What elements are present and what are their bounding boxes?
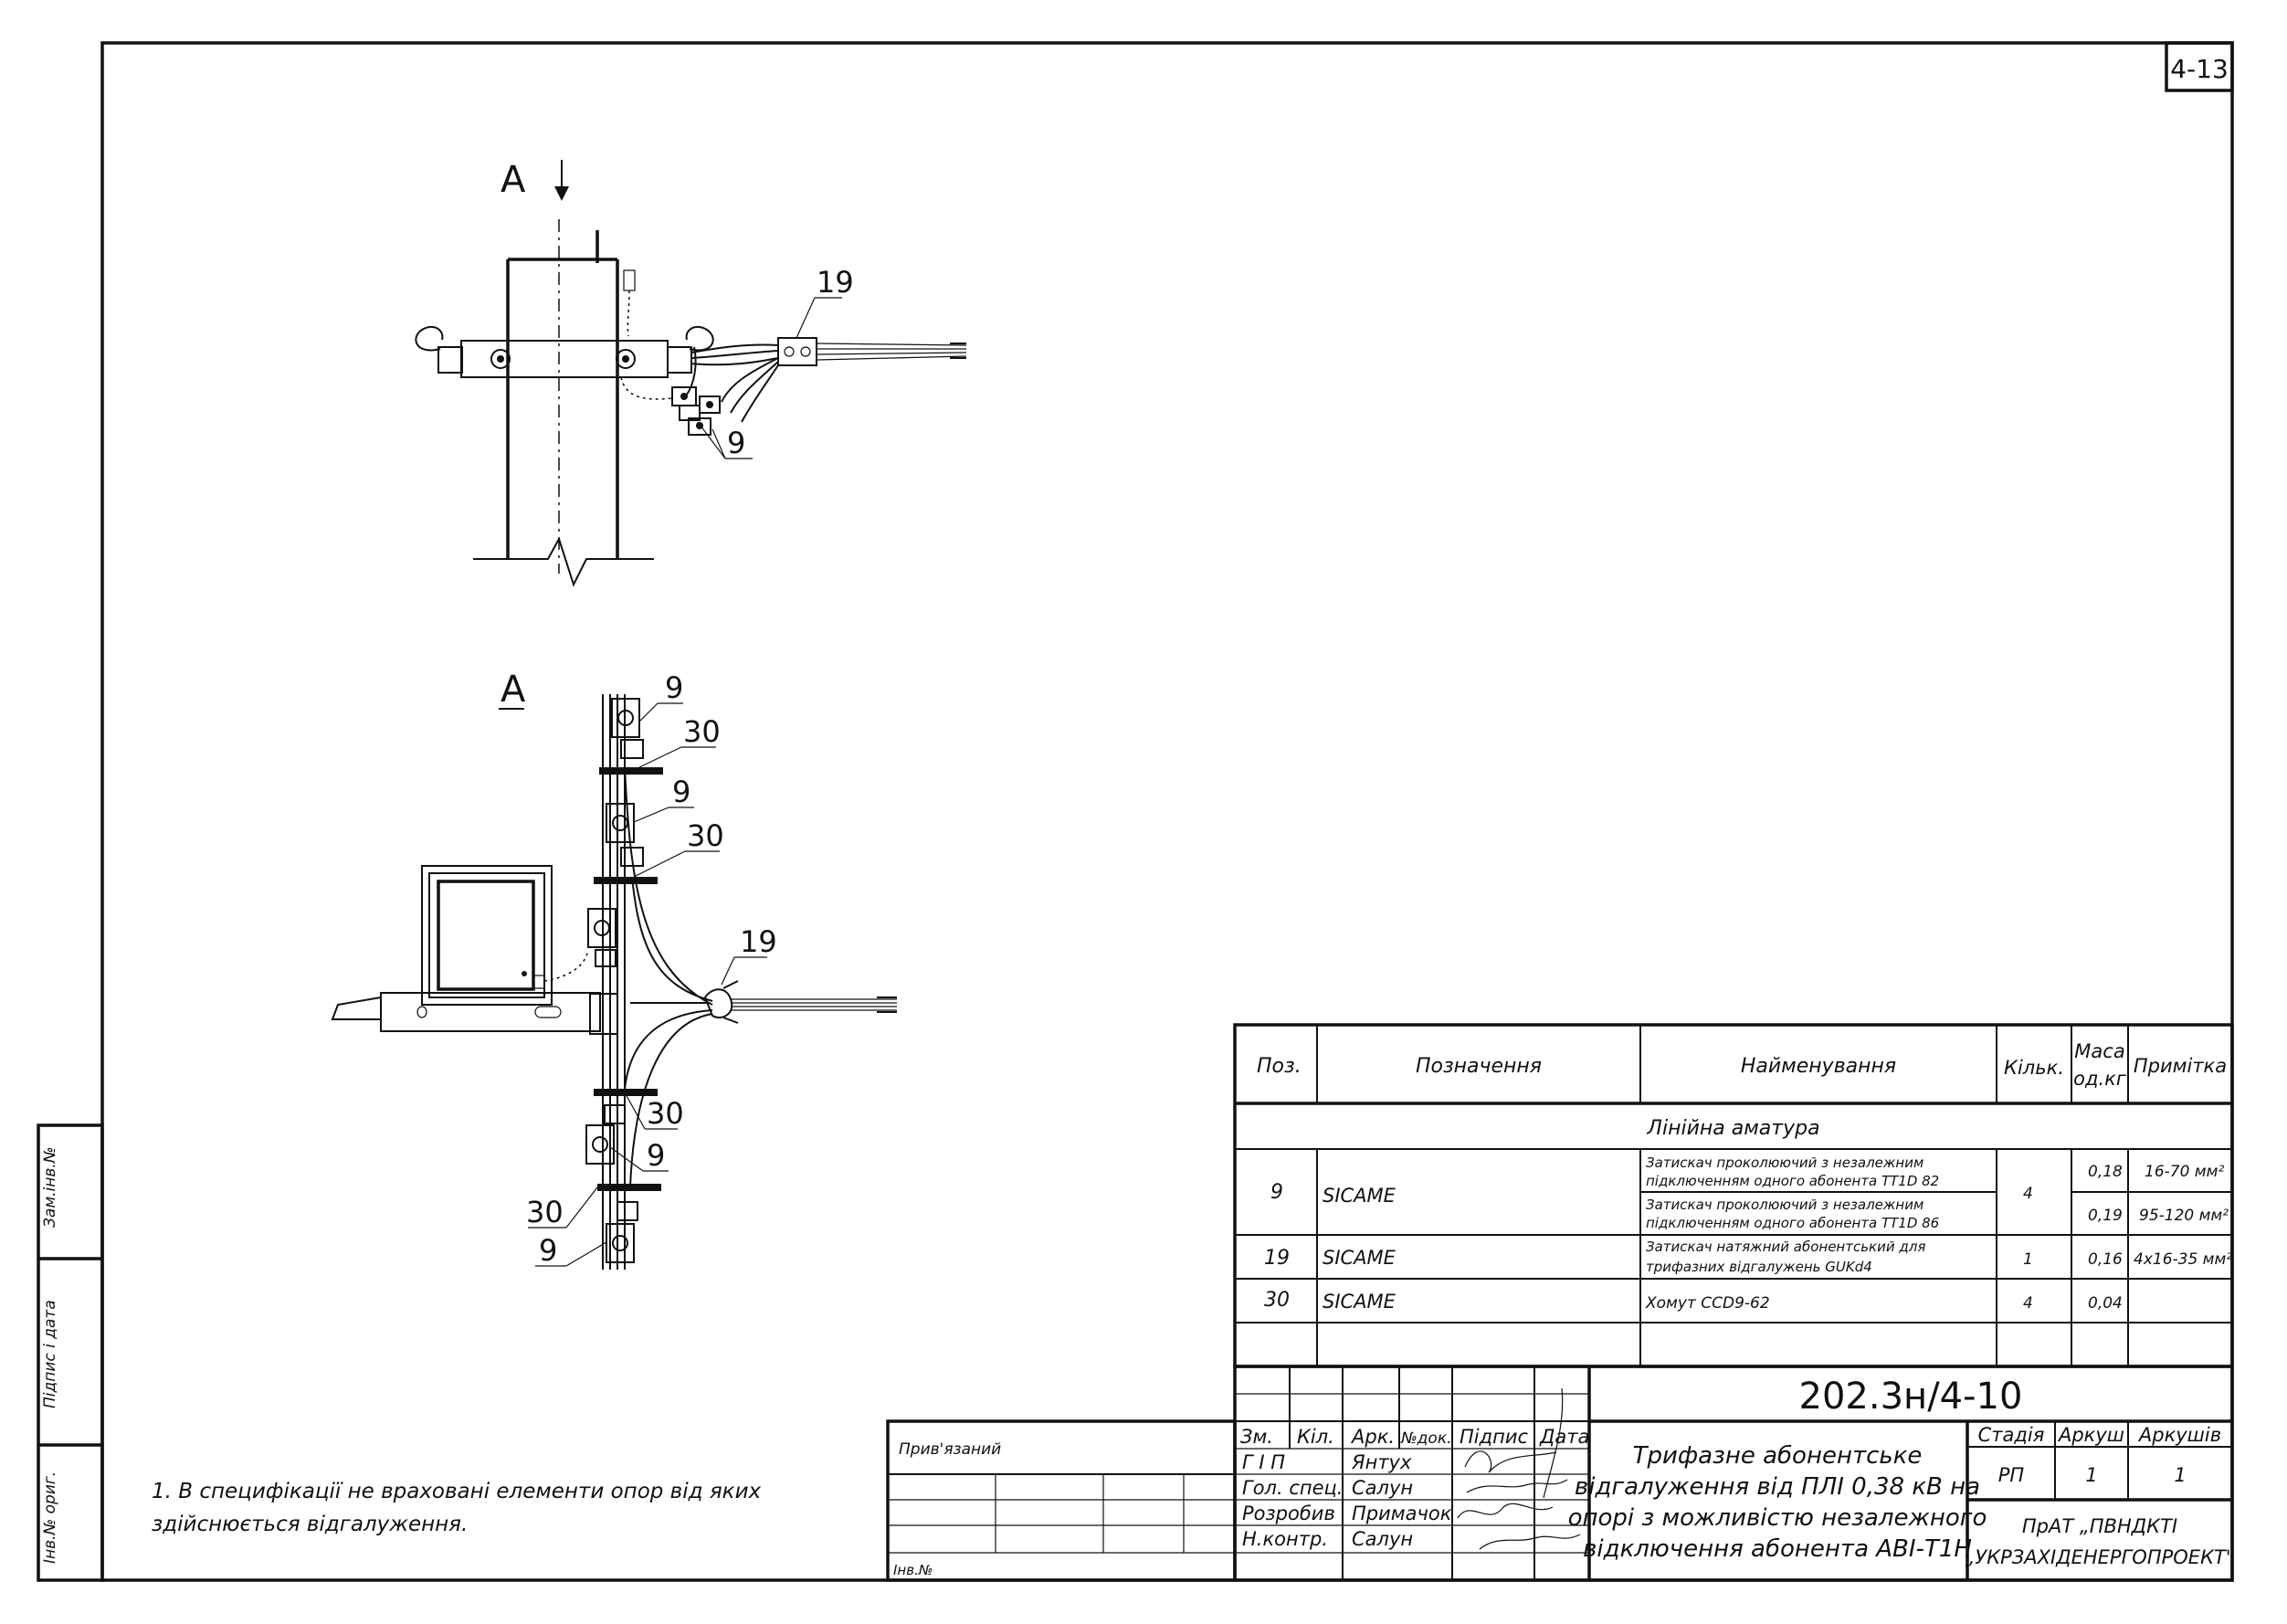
- spec-header-mass-1: Маса: [2074, 1040, 2125, 1062]
- sheet-label: Аркуш: [2058, 1424, 2125, 1446]
- col-ndok: №док.: [1401, 1429, 1452, 1448]
- name-rozrobyv: Примачок: [1352, 1503, 1452, 1524]
- signature-3: [1458, 1503, 1553, 1518]
- spec-header-qty: Кільк.: [2004, 1057, 2064, 1079]
- callout-side-9a: 9: [665, 670, 684, 705]
- callout-side-30d: 30: [526, 1195, 564, 1229]
- stamp-zam-inv: Зам.інв.№: [41, 1146, 59, 1228]
- spec-row-9-name-1: Затискач проколюючий з незалежним: [1646, 1155, 1924, 1171]
- spec-row-19-pos: 19: [1264, 1247, 1290, 1270]
- spec-row-30-qty: 4: [2023, 1294, 2033, 1313]
- spec-row-9-note-1: 16-70 мм²: [2145, 1163, 2225, 1181]
- side-view-label: A: [501, 669, 526, 711]
- sheets-value: 1: [2174, 1464, 2187, 1486]
- callout-side-30a: 30: [683, 714, 721, 749]
- col-zm: Зм.: [1240, 1426, 1273, 1448]
- spec-section: Лінійна аматура: [1647, 1117, 1820, 1140]
- signature-4: [1480, 1534, 1580, 1549]
- specification-table: [1235, 1025, 2232, 1366]
- role-gip: Г І П: [1242, 1451, 1286, 1473]
- title-block: [1235, 1366, 2234, 1580]
- callout-side-9c: 9: [647, 1138, 666, 1173]
- title-line-1: Трифазне абонентське: [1632, 1442, 1923, 1470]
- signature-2: [1467, 1480, 1567, 1492]
- company-line-2: „УКРЗАХІДЕНЕРГОПРОЕКТ": [1965, 1546, 2235, 1568]
- sheet-number: 4-13: [2170, 54, 2229, 84]
- spec-header-designation: Позначення: [1415, 1055, 1543, 1078]
- callout-side-9b: 9: [672, 775, 691, 809]
- spec-header-mass-2: од.кг: [2073, 1068, 2126, 1090]
- sheets-label: Аркушів: [2138, 1424, 2222, 1446]
- title-line-4: відключення абонента АВІ-Т1Н: [1583, 1535, 1972, 1563]
- side-stamps: [38, 1125, 102, 1580]
- spec-row-9-name2-2: підключенням одного абонента ТТ1D 86: [1646, 1215, 1940, 1231]
- spec-row-9-note-2: 95-120 мм²: [2139, 1207, 2229, 1225]
- spec-row-30-mass: 0,04: [2088, 1294, 2123, 1313]
- sheet-value: 1: [2085, 1464, 2098, 1486]
- name-gol-spec: Салун: [1352, 1477, 1414, 1499]
- callout-side-9d: 9: [539, 1233, 558, 1268]
- drawing-frame: [102, 43, 2232, 1580]
- stage-value: РП: [1997, 1464, 2025, 1486]
- role-n-kontr: Н.контр.: [1242, 1528, 1328, 1550]
- spec-row-30-designation: SICAME: [1323, 1291, 1396, 1313]
- top-view-label: A: [501, 159, 526, 201]
- spec-header-name: Найменування: [1740, 1055, 1897, 1078]
- role-gol-spec: Гол. спец.: [1242, 1477, 1344, 1499]
- spec-row-19-qty: 1: [2023, 1250, 2033, 1269]
- spec-row-19-note: 4х16-35 мм²: [2134, 1250, 2233, 1269]
- top-view: [416, 159, 966, 585]
- attached-inv: Інв.№: [893, 1562, 933, 1578]
- stamp-inv-orig: Інв.№ ориг.: [41, 1471, 59, 1564]
- title-line-3: опорі з можливістю незалежного: [1567, 1504, 1987, 1532]
- name-gip: Янтух: [1352, 1451, 1412, 1473]
- callout-side-30c: 30: [647, 1096, 684, 1131]
- callout-top-19: 19: [817, 265, 854, 300]
- spec-header-note: Примітка: [2133, 1055, 2228, 1077]
- spec-row-9-mass-2: 0,19: [2088, 1207, 2123, 1225]
- callout-side-19: 19: [740, 924, 777, 959]
- attached-block: [888, 1421, 1235, 1580]
- spec-row-19-mass: 0,16: [2088, 1250, 2123, 1269]
- spec-header-pos: Поз.: [1257, 1055, 1302, 1078]
- title-line-2: відгалуження від ПЛІ 0,38 кВ на: [1574, 1473, 1981, 1501]
- note-line-2: здійснюється відгалуження.: [152, 1513, 469, 1536]
- note: [152, 1480, 762, 1536]
- stamp-pidpys-data: Підпис і дата: [41, 1300, 59, 1408]
- spec-row-30-pos: 30: [1264, 1289, 1290, 1312]
- spec-row-9-name2-1: Затискач проколюючий з незалежним: [1646, 1197, 1924, 1213]
- spec-row-9-name-2: підключенням одного абонента ТТ1D 82: [1646, 1173, 1940, 1189]
- signature-1: [1465, 1451, 1556, 1472]
- spec-row-19-name-1: Затискач натяжний абонентський для: [1646, 1239, 1926, 1255]
- sheet-number-box: [2166, 43, 2232, 90]
- name-n-kontr: Салун: [1352, 1528, 1414, 1550]
- col-pidpys: Підпис: [1460, 1426, 1529, 1448]
- col-ark: Арк.: [1352, 1426, 1396, 1448]
- spec-row-19-name-2: трифазних відгалужень GUKd4: [1646, 1259, 1872, 1275]
- role-rozrobyv: Розробив: [1242, 1503, 1335, 1524]
- doc-code: 202.3н/4-10: [1798, 1376, 2023, 1418]
- spec-row-19-designation: SICAME: [1323, 1247, 1396, 1269]
- stage-label: Стадія: [1977, 1424, 2045, 1446]
- callout-top-9: 9: [727, 426, 746, 460]
- spec-row-30-name: Хомут CCD9-62: [1646, 1294, 1770, 1313]
- attached-label: Прив'язаний: [899, 1440, 1002, 1459]
- note-line-1: 1. В специфікації не враховані елементи опор від яких: [152, 1480, 762, 1503]
- spec-row-9-qty: 4: [2023, 1185, 2033, 1203]
- spec-row-9-pos: 9: [1270, 1181, 1283, 1204]
- spec-row-9-mass-1: 0,18: [2088, 1163, 2123, 1181]
- spec-row-9-designation: SICAME: [1323, 1185, 1396, 1207]
- company-line-1: ПрАТ „ПВНДКТІ: [2021, 1515, 2178, 1537]
- col-kil: Кіл.: [1297, 1426, 1334, 1448]
- callout-side-30b: 30: [687, 818, 724, 853]
- side-view: [332, 669, 897, 1270]
- col-data: Дата: [1540, 1426, 1590, 1448]
